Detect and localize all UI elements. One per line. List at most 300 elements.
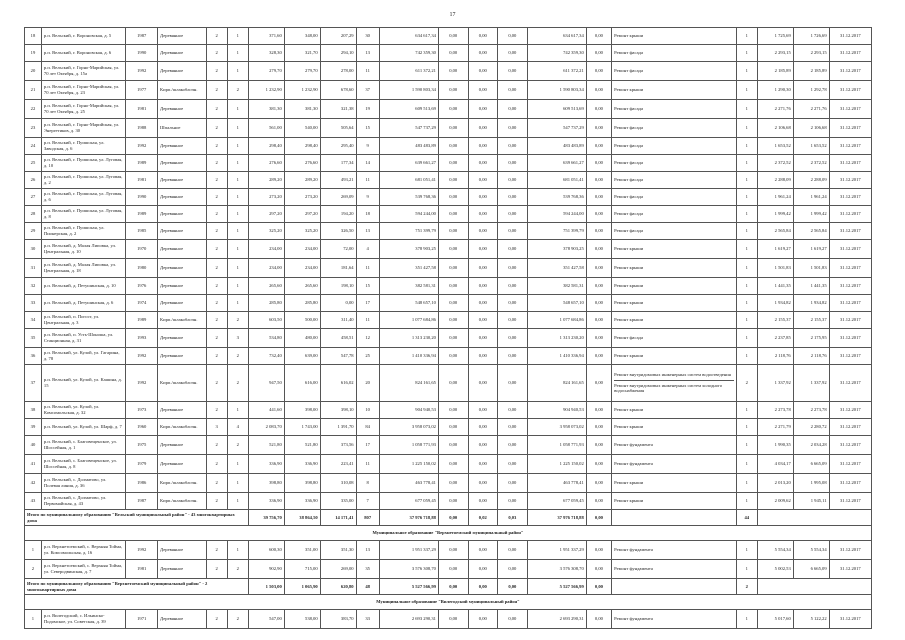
private-area-cell: 351,30 <box>320 541 356 560</box>
other-share-cell: 0,00 <box>586 138 611 155</box>
wall-material-cell: Деревянное <box>158 100 207 119</box>
regional-share-cell: 0,00 <box>468 365 498 402</box>
residents-cell: 17 <box>356 295 379 312</box>
total-area-cell: 234,00 <box>248 259 284 278</box>
living-area-cell: 1 743,00 <box>284 419 320 436</box>
table-row <box>25 223 872 240</box>
local-share-cell: 0,00 <box>498 402 528 419</box>
total-cost-cell: 742 359,30 <box>379 45 438 62</box>
build-year-cell: 1960 <box>126 419 158 436</box>
private-area-cell: 383,70 <box>320 610 356 629</box>
work-type-cell: Ремонт крыши <box>612 493 737 510</box>
entrances-cell: 1 <box>227 155 248 172</box>
max-unit-cost-cell: 2 185,89 <box>793 62 829 81</box>
living-area-cell: 398,00 <box>284 402 320 419</box>
completion-date-cell: 31.12.2017 <box>829 295 871 312</box>
floors-cell: 2 <box>206 455 227 474</box>
max-unit-cost-cell: 1 337,92 <box>793 365 829 402</box>
address-cell: р.п. Вельский, г. Вороновская, д. 6 <box>41 45 125 62</box>
regional-share-cell: 0,00 <box>468 240 498 259</box>
work-count-cell: 1 <box>736 348 757 365</box>
max-unit-cost-cell: 1 501,83 <box>793 259 829 278</box>
fund-share-cell: 0,00 <box>438 493 468 510</box>
row-number-cell: 35 <box>25 329 42 348</box>
work-count-cell: 1 <box>736 240 757 259</box>
work-count-cell: 1 <box>736 119 757 138</box>
owners-share-cell: 3 958 073,02 <box>527 419 586 436</box>
fund-share-cell: 0,00 <box>438 348 468 365</box>
work-type-cell: Ремонт крыши <box>612 474 737 493</box>
wall-material-cell: Деревянное <box>158 240 207 259</box>
work-count-cell: 1 <box>736 493 757 510</box>
fund-share-cell: 0,00 <box>438 402 468 419</box>
regional-share-cell: 0,00 <box>468 436 498 455</box>
total-area-cell: 381,30 <box>248 100 284 119</box>
work-type-cell: Ремонт фасада <box>612 223 737 240</box>
floors-cell: 2 <box>206 45 227 62</box>
living-area-cell: 336,90 <box>284 455 320 474</box>
residents-cell: 84 <box>356 419 379 436</box>
table-row <box>25 474 872 493</box>
total-res: 48 <box>356 579 379 595</box>
floors-cell: 2 <box>206 28 227 45</box>
row-number-cell: 40 <box>25 436 42 455</box>
living-area-cell: 273,20 <box>284 189 320 206</box>
work-type-cell: Ремонт фасада <box>612 62 737 81</box>
total-area-cell: 297,20 <box>248 206 284 223</box>
wall-material-cell: Деревянное <box>158 402 207 419</box>
other-share-cell: 0,00 <box>586 278 611 295</box>
address-cell: р.п. Вельский, г. Вороновская, д. 5 <box>41 28 125 45</box>
build-year-cell: 1980 <box>126 259 158 278</box>
fund-share-cell: 0,00 <box>438 295 468 312</box>
row-number-cell: 18 <box>25 28 42 45</box>
other-share-cell: 0,00 <box>586 329 611 348</box>
table-row <box>25 436 872 455</box>
fund-share-cell: 0,00 <box>438 119 468 138</box>
local-share-cell: 0,00 <box>498 45 528 62</box>
work-count-cell: 1 <box>736 278 757 295</box>
regional-share-cell: 0,00 <box>468 206 498 223</box>
local-share-cell: 0,00 <box>498 365 528 402</box>
owners-share-cell: 904 940,53 <box>527 402 586 419</box>
other-share-cell: 0,00 <box>586 100 611 119</box>
unit-cost-cell: 1 961,24 <box>757 189 793 206</box>
private-area-cell: 505,64 <box>320 119 356 138</box>
completion-date-cell: 31.12.2017 <box>829 493 871 510</box>
local-share-cell: 0,00 <box>498 295 528 312</box>
living-area-cell: 279,70 <box>284 62 320 81</box>
work-type-cell: Ремонт фасада <box>612 172 737 189</box>
row-number-cell: 42 <box>25 474 42 493</box>
work-count-cell: 2 <box>736 365 757 402</box>
unit-cost-cell: 1 619,27 <box>757 240 793 259</box>
row-number-cell: 30 <box>25 240 42 259</box>
residents-cell: 12 <box>356 329 379 348</box>
completion-date-cell: 31.12.2017 <box>829 100 871 119</box>
table-row <box>25 119 872 138</box>
total-a3: 620,80 <box>320 579 356 595</box>
table-row <box>25 493 872 510</box>
max-unit-cost-cell: 2 372,52 <box>793 155 829 172</box>
local-share-cell: 0,00 <box>498 278 528 295</box>
residents-cell: 11 <box>356 259 379 278</box>
other-share-cell: 0,00 <box>586 474 611 493</box>
private-area-cell: 493,21 <box>320 172 356 189</box>
other-share-cell: 0,00 <box>586 240 611 259</box>
municipality-title: Муниципальное образование "Вилегодский муниципальный район" <box>25 595 872 610</box>
work-type-cell: Ремонт крыши <box>612 348 737 365</box>
unit-cost-cell: 2 237,85 <box>757 329 793 348</box>
living-area-cell: 715,00 <box>284 560 320 579</box>
floors-cell: 2 <box>206 223 227 240</box>
work-type-cell: Ремонт фасада <box>612 138 737 155</box>
residents-cell: 15 <box>356 119 379 138</box>
max-unit-cost-cell: 1 726,69 <box>793 28 829 45</box>
floors-cell: 2 <box>206 100 227 119</box>
living-area-cell: 285,80 <box>284 295 320 312</box>
build-year-cell: 1973 <box>126 402 158 419</box>
total-a2: 1 065,90 <box>284 579 320 595</box>
floors-cell: 2 <box>206 172 227 189</box>
build-year-cell: 1970 <box>126 240 158 259</box>
wall-material-cell: Деревянное <box>158 206 207 223</box>
unit-cost-cell: 2 293,15 <box>757 45 793 62</box>
wall-material-cell: Деревянное <box>158 259 207 278</box>
total-f1: 0,00 <box>438 510 468 526</box>
local-share-cell: 0,00 <box>498 172 528 189</box>
total-cost-cell: 351 427,58 <box>379 259 438 278</box>
table-row <box>25 560 872 579</box>
row-number-cell: 21 <box>25 81 42 100</box>
fund-share-cell: 0,00 <box>438 189 468 206</box>
total-f5: 0,00 <box>586 579 611 595</box>
entrances-cell: 2 <box>227 560 248 579</box>
other-share-cell: 0,00 <box>586 560 611 579</box>
fund-share-cell: 0,00 <box>438 455 468 474</box>
wall-material-cell: Шпальное <box>158 119 207 138</box>
total-cost-cell: 681 051,41 <box>379 172 438 189</box>
private-area-cell: 0,00 <box>320 295 356 312</box>
other-share-cell: 0,00 <box>586 81 611 100</box>
unit-cost-cell: 4 034,17 <box>757 455 793 474</box>
living-area-cell: 321,70 <box>284 45 320 62</box>
wall-material-cell: Кирп./шлакоблочн. <box>158 474 207 493</box>
work-count-cell: 1 <box>736 419 757 436</box>
total-cost-cell: 639 661,27 <box>379 155 438 172</box>
address-cell: р.п. Вельский, ул. Кулой, ул. Шарф, д. 7 <box>41 419 125 436</box>
regional-share-cell: 0,00 <box>468 223 498 240</box>
residents-cell: 19 <box>356 100 379 119</box>
completion-date-cell: 31.12.2017 <box>829 278 871 295</box>
work-count-cell: 1 <box>736 45 757 62</box>
regional-share-cell: 0,00 <box>468 172 498 189</box>
fund-share-cell: 0,00 <box>438 474 468 493</box>
residents-cell: 25 <box>356 348 379 365</box>
other-share-cell: 0,00 <box>586 295 611 312</box>
floors-cell: 2 <box>206 541 227 560</box>
work-count-cell: 1 <box>736 100 757 119</box>
address-cell: р.п. Вельский, ул. Кулой, ул. Комсомольская, д. 32 <box>41 402 125 419</box>
regional-share-cell: 0,00 <box>468 541 498 560</box>
living-area-cell: 276,60 <box>284 155 320 172</box>
residents-cell: 11 <box>356 62 379 81</box>
row-number-cell: 29 <box>25 223 42 240</box>
total-area-cell: 2 083,70 <box>248 419 284 436</box>
living-area-cell: 398,80 <box>284 474 320 493</box>
private-area-cell: 207,29 <box>320 28 356 45</box>
work-count-cell: 1 <box>736 81 757 100</box>
total-row <box>25 579 872 595</box>
unit-cost-cell: 2 273,78 <box>757 402 793 419</box>
unit-cost-cell: 1 653,52 <box>757 138 793 155</box>
max-unit-cost-cell: 2 293,15 <box>793 45 829 62</box>
owners-share-cell: 1 077 684,86 <box>527 312 586 329</box>
work-type-cell: Ремонт крыши <box>612 81 737 100</box>
completion-date-cell: 31.12.2017 <box>829 474 871 493</box>
work-type-cell: Ремонт крыши <box>612 295 737 312</box>
build-year-cell: 1987 <box>126 28 158 45</box>
entrances-cell: 2 <box>227 312 248 329</box>
address-cell: р.п. Верхнетоемский, с. Верхняя Тойма, ул. Северодвинская, д. 7 <box>41 560 125 579</box>
address-cell: р.п. Вельский, с. Благовещенское, ул. Шоссейная, д. 1 <box>41 436 125 455</box>
completion-date-cell: 31.12.2017 <box>829 455 871 474</box>
address-cell: р.п. Верхнетоемский, с. Верхняя Тойма, ул. Комсомольская, д. 16 <box>41 541 125 560</box>
address-cell: р.п. Вельский, г. Горно-Марийская, ул. 70 лет Октября, д. 23 <box>41 81 125 100</box>
private-area-cell: 294,10 <box>320 45 356 62</box>
unit-cost-cell: 5 017,60 <box>757 610 793 629</box>
total-cost-cell: 378 903,25 <box>379 240 438 259</box>
residents-cell: 10 <box>356 402 379 419</box>
regional-share-cell: 0,00 <box>468 189 498 206</box>
entrances-cell: 1 <box>227 138 248 155</box>
entrances-cell: 1 <box>227 295 248 312</box>
floors-cell: 2 <box>206 402 227 419</box>
private-area-cell: 326,50 <box>320 223 356 240</box>
row-number-cell: 41 <box>25 455 42 474</box>
floors-cell: 2 <box>206 365 227 402</box>
max-unit-cost-cell: 2 565,84 <box>793 223 829 240</box>
work-type-cell: Ремонт крыши <box>612 278 737 295</box>
living-area-cell: 234,00 <box>284 259 320 278</box>
local-share-cell: 0,00 <box>498 189 528 206</box>
table-row <box>25 240 872 259</box>
address-cell: р.п. Вельский, г. Пуишская, ул. Пионерская, д. 2 <box>41 223 125 240</box>
table-row <box>25 45 872 62</box>
completion-date-cell: 31.12.2017 <box>829 402 871 419</box>
owners-share-cell: 351 427,58 <box>527 259 586 278</box>
regional-share-cell: 0,00 <box>468 295 498 312</box>
residents-cell: 18 <box>356 206 379 223</box>
row-number-cell: 34 <box>25 312 42 329</box>
owners-share-cell: 1 590 803,34 <box>527 81 586 100</box>
fund-share-cell: 0,00 <box>438 610 468 629</box>
owners-share-cell: 681 051,41 <box>527 172 586 189</box>
residents-cell: 4 <box>356 240 379 259</box>
max-unit-cost-cell: 2 034,28 <box>793 436 829 455</box>
completion-date-cell: 31.12.2017 <box>829 610 871 629</box>
row-number-cell: 36 <box>25 348 42 365</box>
total-a2: 38 864,50 <box>284 510 320 526</box>
wall-material-cell: Деревянное <box>158 172 207 189</box>
completion-date-cell: 31.12.2017 <box>829 138 871 155</box>
work-type-cell: Ремонт фасада <box>612 155 737 172</box>
private-area-cell: 547,78 <box>320 348 356 365</box>
unit-cost-cell: 2 009,62 <box>757 493 793 510</box>
max-unit-cost-cell: 1 292,78 <box>793 81 829 100</box>
max-unit-cost-cell: 2 155,37 <box>793 312 829 329</box>
row-number-cell: 27 <box>25 189 42 206</box>
regional-share-cell: 0,00 <box>468 278 498 295</box>
work-count-cell: 1 <box>736 206 757 223</box>
unit-cost-cell: 1 290,30 <box>757 81 793 100</box>
address-cell: р.п. Вельский, д. Петушинская, д. 10 <box>41 278 125 295</box>
max-unit-cost-cell: 1 995,08 <box>793 474 829 493</box>
completion-date-cell: 31.12.2017 <box>829 119 871 138</box>
living-area-cell: 521,80 <box>284 436 320 455</box>
total-area-cell: 328,30 <box>248 45 284 62</box>
entrances-cell: 3 <box>227 329 248 348</box>
other-share-cell: 0,00 <box>586 206 611 223</box>
entrances-cell: 1 <box>227 278 248 295</box>
fund-share-cell: 0,00 <box>438 560 468 579</box>
max-unit-cost-cell: 5 554,34 <box>793 541 829 560</box>
address-cell: р.п. Вельский, ул. Кулой, ул. Гагарина, д. 78 <box>41 348 125 365</box>
unit-cost-cell: 1 441,35 <box>757 278 793 295</box>
regional-share-cell: 0,00 <box>468 119 498 138</box>
local-share-cell: 0,00 <box>498 259 528 278</box>
wall-material-cell: Деревянное <box>158 329 207 348</box>
build-year-cell: 1993 <box>126 329 158 348</box>
residents-cell: 11 <box>356 312 379 329</box>
entrances-cell: 1 <box>227 402 248 419</box>
private-area-cell: 398,10 <box>320 402 356 419</box>
private-area-cell: 194,20 <box>320 206 356 223</box>
entrances-cell: 2 <box>227 436 248 455</box>
completion-date-cell: 31.12.2017 <box>829 312 871 329</box>
unit-cost-cell: 2 155,37 <box>757 312 793 329</box>
total-label: Итого по муниципальному образованию "Вельский муниципальный район" - 43 многоквартирных дома <box>25 510 249 526</box>
total-cost-cell: 3 958 073,02 <box>379 419 438 436</box>
address-cell: р.п. Вельский, д. Малая Липовка, ул. Центральная, д. 18 <box>41 259 125 278</box>
completion-date-cell: 31.12.2017 <box>829 28 871 45</box>
row-number-cell: 2 <box>25 560 42 579</box>
work-type-cell: Ремонт фасада <box>612 329 737 348</box>
address-cell: р.п. Вельский, г. Пуишская, ул. Заводская, д. 6 <box>41 138 125 155</box>
unit-cost-cell: 1 337,92 <box>757 365 793 402</box>
local-share-cell: 0,00 <box>498 119 528 138</box>
owners-share-cell: 378 903,25 <box>527 240 586 259</box>
total-cost-cell: 611 372,21 <box>379 62 438 81</box>
other-share-cell: 0,00 <box>586 436 611 455</box>
completion-date-cell: 31.12.2017 <box>829 259 871 278</box>
residents-cell: 13 <box>356 45 379 62</box>
fund-share-cell: 0,00 <box>438 278 468 295</box>
private-area-cell: 373,56 <box>320 436 356 455</box>
regional-share-cell: 0,00 <box>468 312 498 329</box>
entrances-cell: 1 <box>227 45 248 62</box>
total-label: Итого по муниципальному образованию "Верхнетоемский муниципальный район" - 2 многоквартирных дома <box>25 579 249 595</box>
address-cell: р.п. Вельский, п. Погост, ул. Центральная, д. 3 <box>41 312 125 329</box>
total-area-cell: 265,60 <box>248 278 284 295</box>
row-number-cell: 19 <box>25 45 42 62</box>
total-cost-cell: 3 576 308,70 <box>379 560 438 579</box>
fund-share-cell: 0,00 <box>438 155 468 172</box>
residents-cell: 15 <box>356 278 379 295</box>
total-area-cell: 521,80 <box>248 436 284 455</box>
total-cost-cell: 1 077 684,86 <box>379 312 438 329</box>
address-cell: р.п. Вельский, д. Петушинская, д. 6 <box>41 295 125 312</box>
owners-share-cell: 1 313 230,20 <box>527 329 586 348</box>
other-share-cell: 0,00 <box>586 348 611 365</box>
completion-date-cell: 31.12.2017 <box>829 172 871 189</box>
total-f1: 0,00 <box>438 579 468 595</box>
wall-material-cell: Деревянное <box>158 541 207 560</box>
living-area-cell: 298,40 <box>284 138 320 155</box>
entrances-cell: 1 <box>227 474 248 493</box>
work-count-cell: 1 <box>736 402 757 419</box>
work-count-cell: 1 <box>736 223 757 240</box>
completion-date-cell: 31.12.2017 <box>829 541 871 560</box>
address-cell: р.п. Вельский, ул. Кулой, ул. Кашина, д. 15 <box>41 365 125 402</box>
other-share-cell: 0,00 <box>586 62 611 81</box>
build-year-cell: 1976 <box>126 278 158 295</box>
build-year-cell: 1971 <box>126 610 158 629</box>
other-share-cell: 0,00 <box>586 28 611 45</box>
living-area-cell: 348,00 <box>284 28 320 45</box>
work-count-cell: 1 <box>736 189 757 206</box>
residents-cell: 11 <box>356 455 379 474</box>
entrances-cell: 1 <box>227 240 248 259</box>
max-unit-cost-cell: 2 280,72 <box>793 419 829 436</box>
local-share-cell: 0,00 <box>498 493 528 510</box>
living-area-cell: 234,00 <box>284 240 320 259</box>
work-type-item: Ремонт внутридомовых инженерных систем холодного водоснабжения <box>614 380 734 396</box>
max-unit-cost-cell: 2 288,09 <box>793 172 829 189</box>
work-type-cell: Ремонт фундамента <box>612 455 737 474</box>
total-f3: 0,03 <box>498 510 528 526</box>
private-area-cell: 72,00 <box>320 240 356 259</box>
completion-date-cell: 31.12.2017 <box>829 206 871 223</box>
total-cost-cell: 634 617,34 <box>379 28 438 45</box>
work-count-cell: 1 <box>736 295 757 312</box>
fund-share-cell: 0,00 <box>438 206 468 223</box>
row-number-cell: 33 <box>25 295 42 312</box>
other-share-cell: 0,00 <box>586 365 611 402</box>
floors-cell: 2 <box>206 189 227 206</box>
residents-cell: 17 <box>356 436 379 455</box>
work-count-cell: 1 <box>736 474 757 493</box>
total-cost-cell: 2 693 290,31 <box>379 610 438 629</box>
wall-material-cell: Деревянное <box>158 223 207 240</box>
regional-share-cell: 0,00 <box>468 455 498 474</box>
total-own: 37 976 718,88 <box>527 510 586 526</box>
build-year-cell: 1985 <box>126 223 158 240</box>
completion-date-cell: 31.12.2017 <box>829 419 871 436</box>
total-cost-cell: 677 059,45 <box>379 493 438 510</box>
residents-cell: 33 <box>356 610 379 629</box>
other-share-cell: 0,00 <box>586 155 611 172</box>
row-number-cell: 38 <box>25 402 42 419</box>
living-area-cell: 381,30 <box>284 100 320 119</box>
floors-cell: 2 <box>206 493 227 510</box>
unit-cost-cell: 1 999,42 <box>757 206 793 223</box>
table-row <box>25 155 872 172</box>
work-type-cell: Ремонт крыши <box>612 259 737 278</box>
completion-date-cell: 31.12.2017 <box>829 240 871 259</box>
living-area-cell: 616,00 <box>284 365 320 402</box>
unit-cost-cell: 2 288,09 <box>757 172 793 189</box>
